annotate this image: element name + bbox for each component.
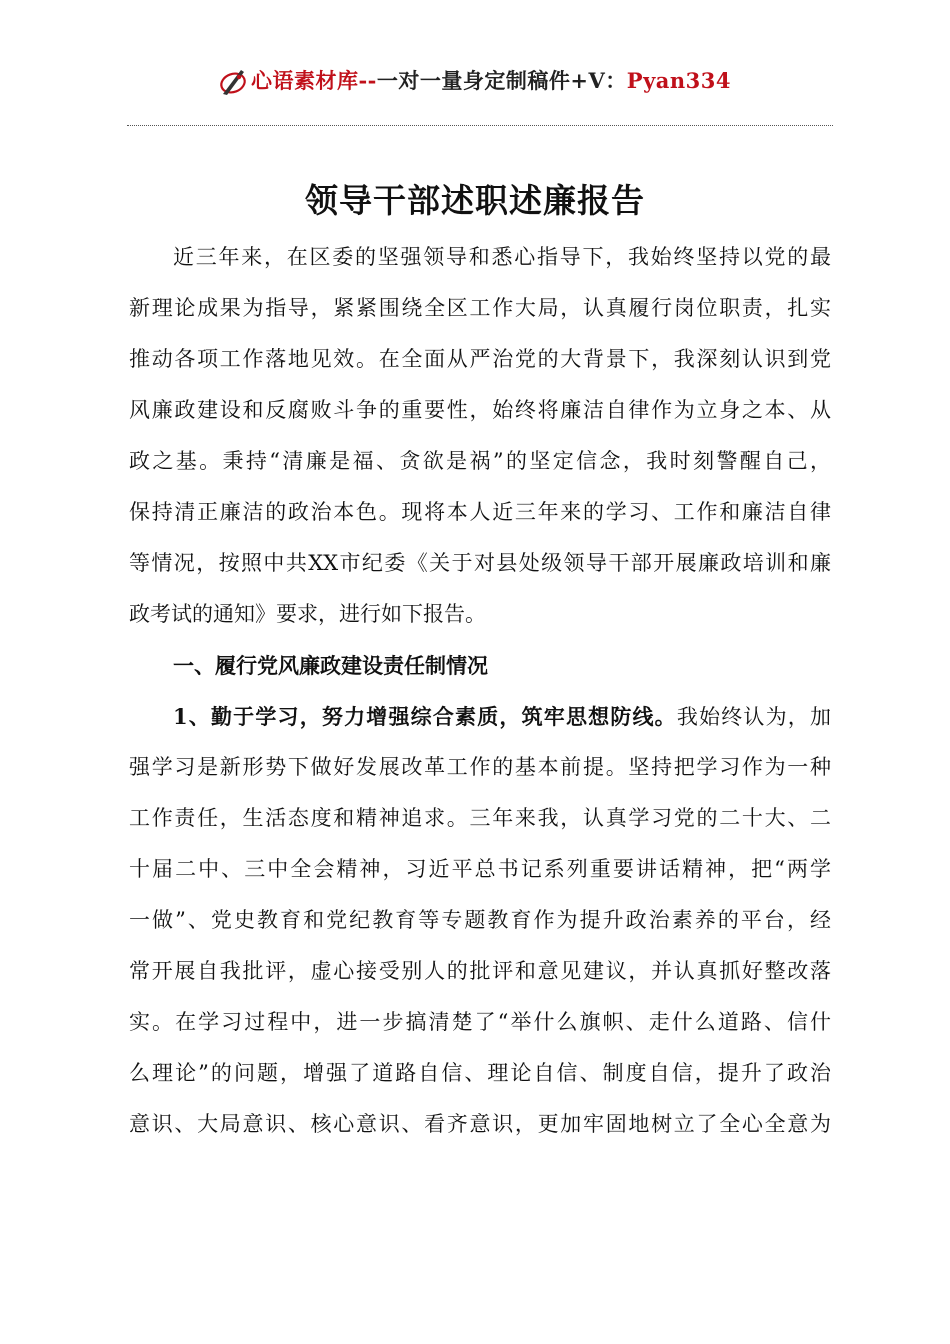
paragraph-line: 么理论”的问题，增强了道路自信、理论自信、制度自信，提升了政治	[129, 1061, 831, 1085]
paragraph-line: 风廉政建设和反腐败斗争的重要性，始终将廉洁自律作为立身之本、从	[129, 398, 831, 422]
paragraph-line: 保持清正廉洁的政治本色。现将本人近三年来的学习、工作和廉洁自律	[129, 500, 831, 524]
header-separator: --	[358, 68, 377, 93]
pen-swirl-logo-icon	[219, 64, 249, 98]
paragraph-line: 政之基。秉持“清廉是福、贪欲是祸”的坚定信念，我时刻警醒自己，	[129, 449, 831, 473]
brand-name: 心语素材库	[250, 68, 359, 93]
paragraph-line: 等情况，按照中共XX市纪委《关于对县处级领导干部开展廉政培训和廉	[129, 551, 831, 575]
paragraph-line: 常开展自我批评，虚心接受别人的批评和意见建议，并认真抓好整改落	[129, 959, 831, 983]
paragraph-line: 意识、大局意识、核心意识、看齐意识，更加牢固地树立了全心全意为	[129, 1112, 831, 1136]
paragraph-line: 新理论成果为指导，紧紧围绕全区工作大局，认真履行岗位职责，扎实	[129, 296, 831, 320]
paragraph-line: 工作责任，生活态度和精神追求。三年来我，认真学习党的二十大、二	[129, 806, 831, 830]
paragraph-line: 强学习是新形势下做好发展改革工作的基本前提。坚持把学习作为一种	[129, 755, 831, 779]
subsection-line	[129, 691, 831, 742]
section-heading: 一、履行党风廉政建设责任制情况	[173, 653, 488, 678]
paragraph-line: 实。在学习过程中，进一步搞清楚了“举什么旗帜、走什么道路、信什	[129, 1010, 831, 1034]
header-divider	[127, 125, 833, 126]
paragraph-line: 推动各项工作落地见效。在全面从严治党的大背景下，我深刻认识到党	[129, 347, 831, 371]
subsection-lead-text: 我始终认为，加	[676, 705, 831, 729]
page-header	[0, 58, 950, 102]
wechat-id: Pyan334	[626, 68, 732, 93]
document-body	[129, 232, 831, 1150]
subsection-heading: 1、勤于学习，努力增强综合素质，筑牢思想防线。	[173, 704, 677, 729]
contact-prefix: +V：	[570, 68, 627, 93]
paragraph-line: 一做”、党史教育和党纪教育等专题教育作为提升政治素养的平台，经	[129, 908, 831, 932]
paragraph-line: 政考试的通知》要求，进行如下报告。	[129, 602, 486, 626]
document-title: 领导干部述职述廉报告	[305, 181, 645, 220]
paragraph-line: 十届二中、三中全会精神，习近平总书记系列重要讲话精神，把“两学	[129, 857, 831, 881]
paragraph-line: 近三年来，在区委的坚强领导和悉心指导下，我始终坚持以党的最	[173, 245, 831, 269]
header-tagline: 一对一量身定制稿件	[376, 68, 571, 93]
header-text	[251, 65, 731, 95]
